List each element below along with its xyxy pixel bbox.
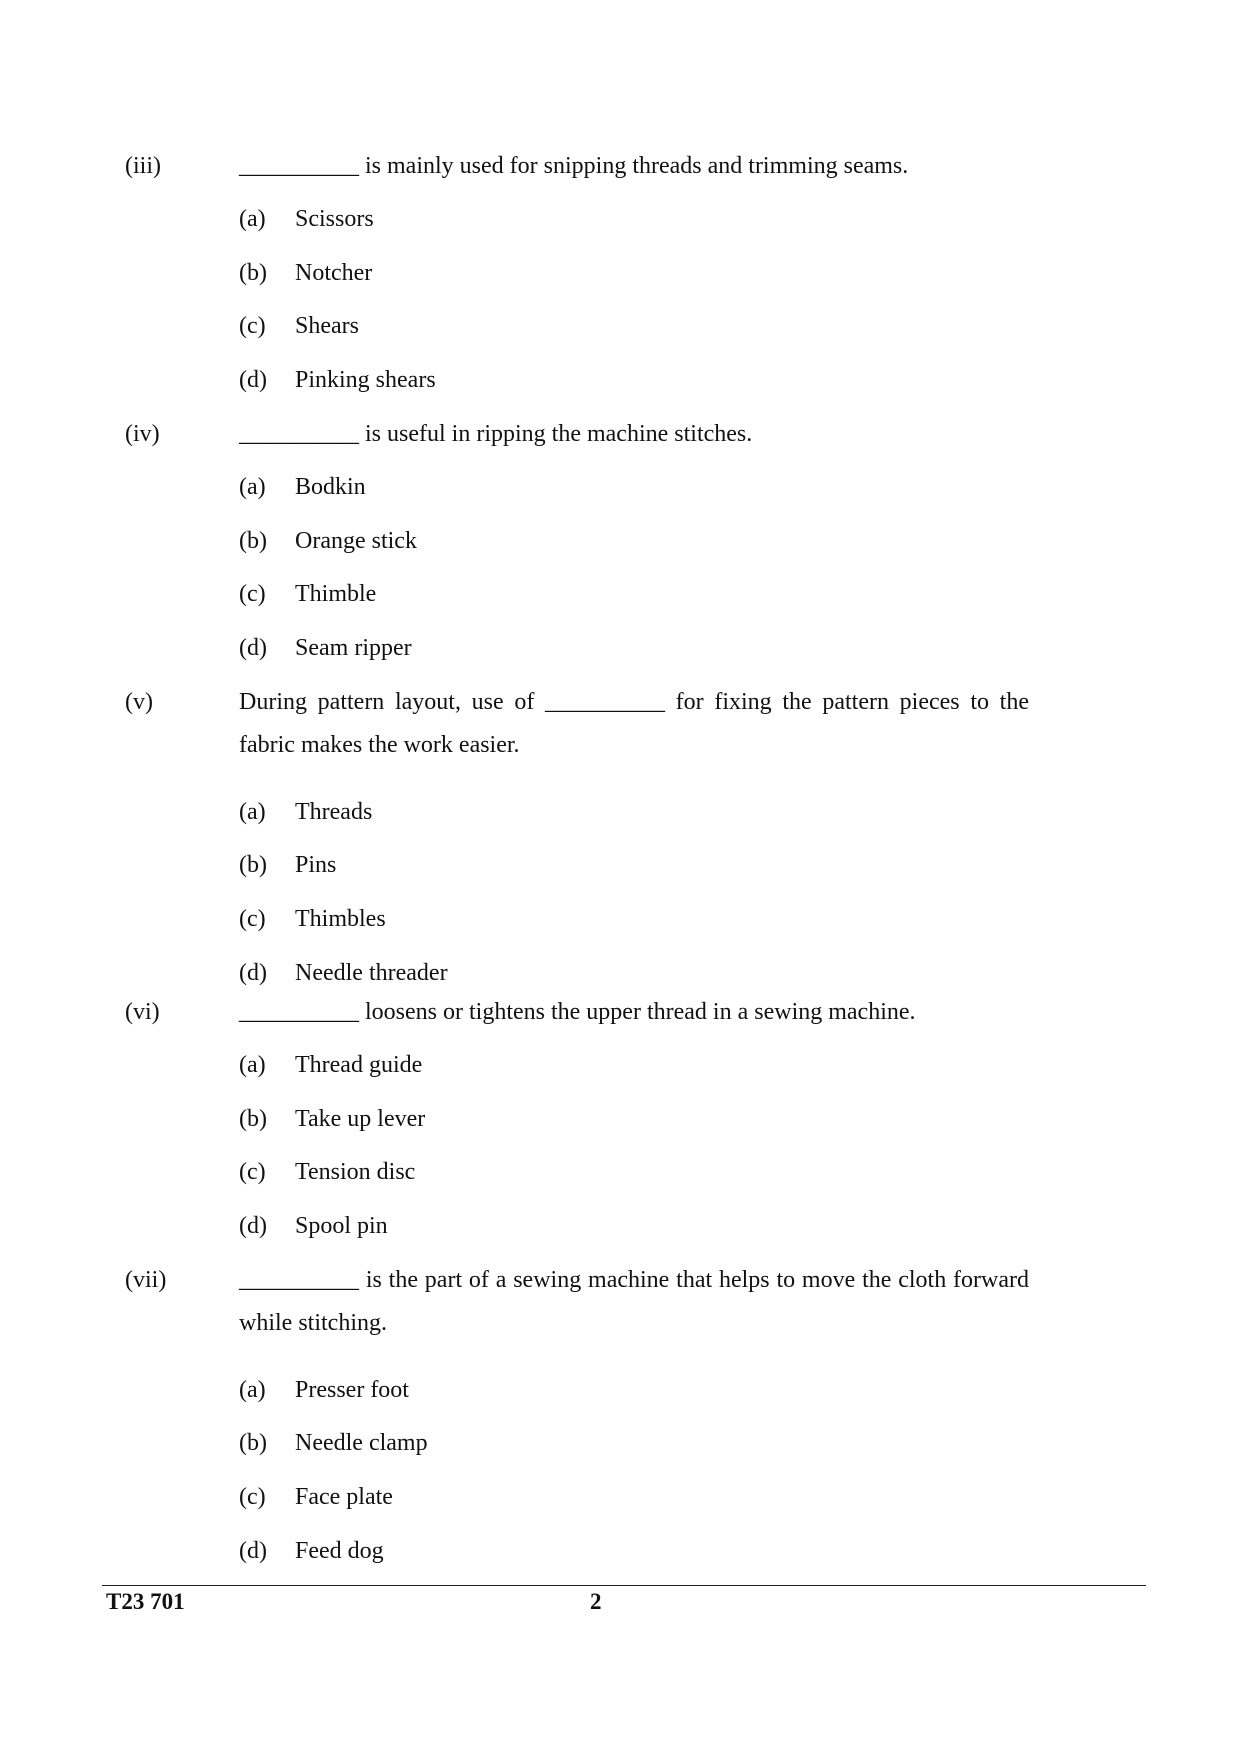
option-text: Needle threader (295, 960, 448, 986)
question-number: (vii) (125, 1267, 167, 1293)
option-text: Pinking shears (295, 367, 436, 393)
option-letter: (c) (239, 1159, 266, 1185)
option-text: Spool pin (295, 1213, 388, 1239)
option-text: Scissors (295, 206, 374, 232)
option-letter: (a) (239, 474, 266, 500)
option-letter: (d) (239, 1213, 267, 1239)
option-letter: (d) (239, 635, 267, 661)
option-letter: (a) (239, 1052, 266, 1078)
question-text: __________ loosens or tightens the upper thread in a sewing machine. (239, 999, 916, 1025)
option-letter: (d) (239, 1538, 267, 1564)
option-letter: (b) (239, 528, 267, 554)
option-text: Tension disc (295, 1159, 416, 1185)
option-text: Shears (295, 313, 359, 339)
option-text: Bodkin (295, 474, 366, 500)
option-text: Needle clamp (295, 1430, 428, 1456)
option-letter: (b) (239, 1430, 267, 1456)
option-text: Thread guide (295, 1052, 423, 1078)
option-letter: (c) (239, 581, 266, 607)
question-number: (vi) (125, 999, 160, 1025)
option-letter: (a) (239, 1377, 266, 1403)
option-text: Orange stick (295, 528, 417, 554)
paper-code: T23 701 (106, 1589, 185, 1614)
option-letter: (a) (239, 799, 266, 825)
option-letter: (b) (239, 260, 267, 286)
question-text: __________ is mainly used for snipping threads and trimming seams. (239, 153, 909, 179)
option-text: Thimble (295, 581, 377, 607)
option-text: Thimbles (295, 906, 386, 932)
option-text: Seam ripper (295, 635, 412, 661)
question-number: (iii) (125, 153, 161, 179)
question-text: During pattern layout, use of __________ for fixing the pattern pieces to the fabric makes the work easier. (239, 689, 1029, 758)
option-text: Pins (295, 852, 337, 878)
option-letter: (c) (239, 1484, 266, 1510)
option-text: Face plate (295, 1484, 393, 1510)
question-text: __________ is the part of a sewing machine that helps to move the cloth forward while stitching. (239, 1267, 1029, 1336)
question-number: (iv) (125, 421, 160, 447)
option-text: Take up lever (295, 1106, 426, 1132)
question-text: __________ is useful in ripping the machine stitches. (239, 421, 753, 447)
footer-divider (102, 1585, 1146, 1586)
option-letter: (c) (239, 906, 266, 932)
option-letter: (b) (239, 852, 267, 878)
option-text: Threads (295, 799, 373, 825)
page-number: 2 (590, 1589, 602, 1614)
option-text: Notcher (295, 260, 373, 286)
option-text: Presser foot (295, 1377, 409, 1403)
option-text: Feed dog (295, 1538, 384, 1564)
option-letter: (d) (239, 960, 267, 986)
question-number: (v) (125, 689, 153, 715)
option-letter: (c) (239, 313, 266, 339)
option-letter: (d) (239, 367, 267, 393)
option-letter: (b) (239, 1106, 267, 1132)
option-letter: (a) (239, 206, 266, 232)
